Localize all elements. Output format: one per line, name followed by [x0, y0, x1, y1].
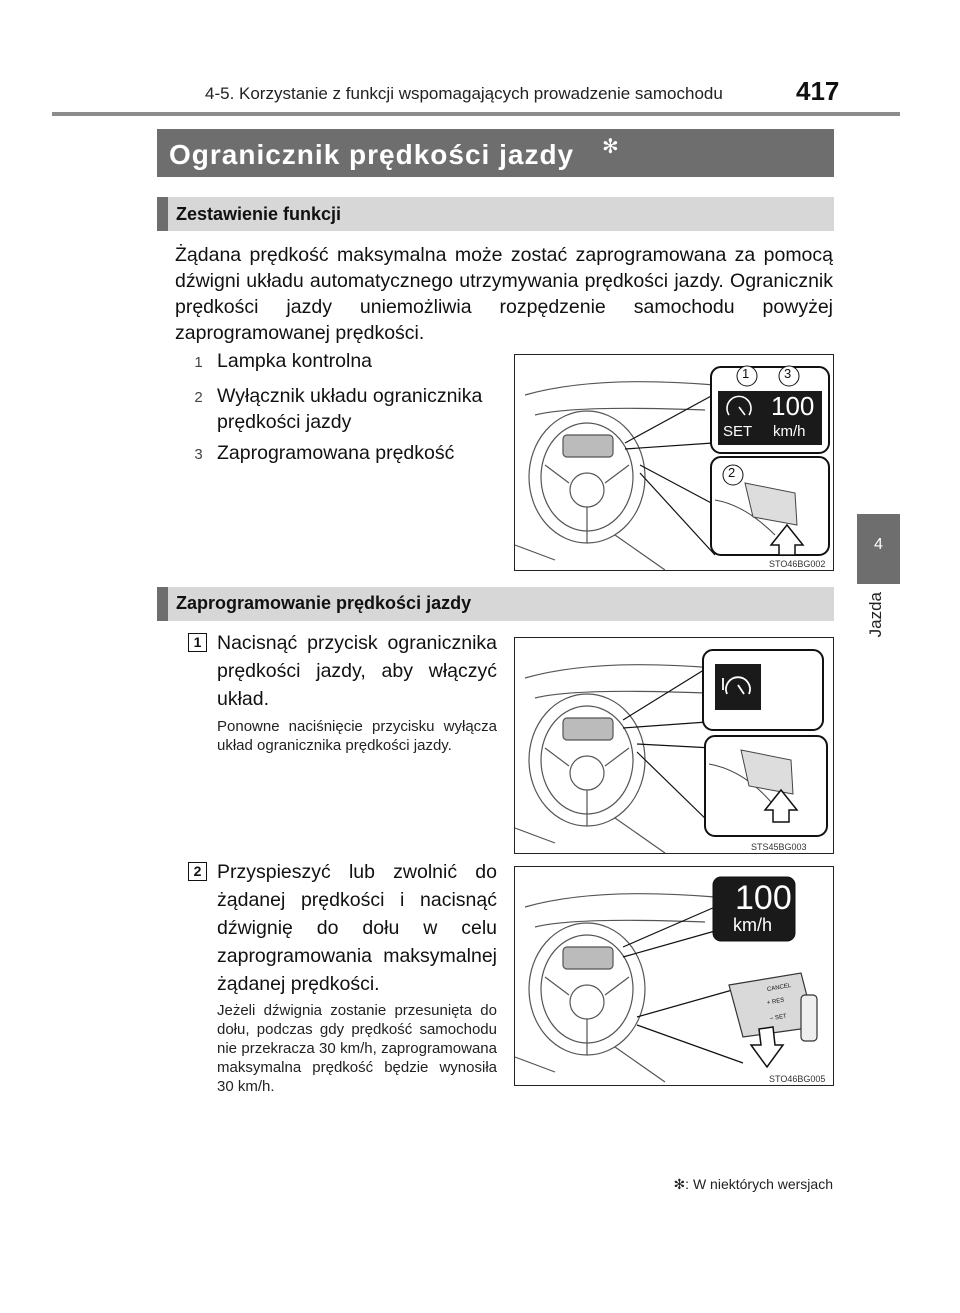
- figure-overview: [514, 354, 834, 571]
- step-number-1: 1: [188, 633, 207, 652]
- step-2-display-speed: 100: [735, 879, 792, 917]
- callout-2-label: 2: [728, 465, 736, 480]
- item-label-2: Wyłącznik układu ogranicznika prędkości jazdy: [217, 385, 483, 433]
- figure-code: STO46BG005: [769, 1074, 826, 1084]
- callout-3-label: 3: [784, 366, 792, 381]
- display-unit: km/h: [773, 423, 806, 440]
- overview-paragraph: Żądana prędkość maksymalna może zostać zaprogramowana za pomocą dźwigni układu automatycznego utrzymywania prędkości jazdy. Ogranicznik prędkości jazdy uniemożliwia rozpędzenie samochodu powyżej zaprogramowanej prędkości.: [175, 244, 833, 344]
- item-number-3: 3: [194, 446, 203, 463]
- overview-heading: Zestawienie funkcji: [176, 204, 342, 224]
- display-set: SET: [723, 423, 753, 440]
- figure-step-2: [514, 866, 834, 1086]
- item-number-1: 1: [194, 354, 203, 371]
- step-2-display-unit: km/h: [733, 915, 773, 935]
- programming-heading: Zaprogramowanie prędkości jazdy: [176, 593, 472, 613]
- section-title: Ogranicznik prędkości jazdy: [169, 139, 575, 170]
- step-2-text: Przyspieszyć lub zwolnić do żądanej prędkości i nacisnąć dźwignię do dołu w celu zaprogramowania maksymalnej żądanej prędkości.: [217, 861, 497, 995]
- header-rule: [52, 112, 900, 116]
- figure-code: STO46BG002: [769, 559, 826, 569]
- section-asterisk: ✻: [602, 136, 619, 158]
- footnote-asterisk: ✻: [673, 1176, 686, 1192]
- figure-step-1: [514, 637, 834, 854]
- step-1-text: Nacisnąć przycisk ogranicznika prędkości jazdy, aby włączyć układ.: [217, 632, 497, 710]
- chapter-title: 4-5. Korzystanie z funkcji wspomagających prowadzenie samochodu: [205, 84, 723, 103]
- step-2-note: Jeżeli dźwignia zostanie przesunięta do dołu, podczas gdy prędkość samochodu nie przekracza 30 km/h, zaprogramowana maksymalna prędkość będzie wynosiła 30 km/h.: [217, 1002, 497, 1095]
- item-label-1: Lampka kontrolna: [217, 350, 373, 372]
- display-speed: 100: [771, 391, 815, 421]
- footnote-text: : W niektórych wersjach: [685, 1176, 833, 1192]
- lever-set-label: − SET: [769, 1013, 788, 1023]
- callout-1-label: 1: [742, 366, 750, 381]
- lever-cancel-label: CANCEL: [766, 982, 792, 994]
- chapter-tab-label: Jazda: [866, 592, 885, 638]
- item-number-2: 2: [194, 389, 203, 406]
- page-number: 417: [796, 76, 840, 106]
- item-label-3: Zaprogramowana prędkość: [217, 442, 455, 464]
- footnote: [600, 1176, 833, 1193]
- step-number-2: 2: [188, 862, 207, 881]
- lever-res-label: + RES: [766, 997, 785, 1007]
- step-1-note: Ponowne naciśnięcie przycisku wyłącza układ ogranicznika prędkości jazdy.: [217, 718, 497, 754]
- chapter-tab-number: 4: [874, 536, 883, 553]
- figure-code: STS45BG003: [751, 842, 807, 852]
